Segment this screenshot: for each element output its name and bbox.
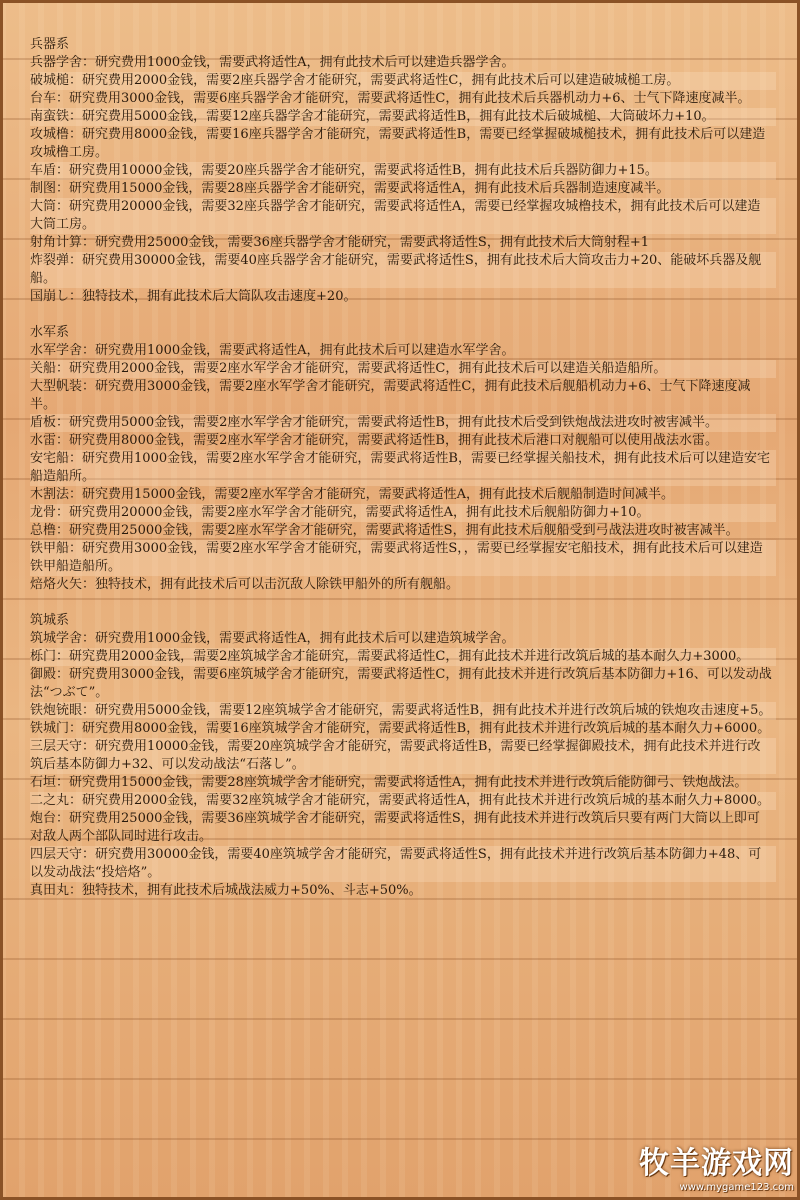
- tech-description: 研究费用2000金钱，需要2座兵器学舍才能研究，需要武将适性C，拥有此技术后可以建造破城槌工房。: [82, 73, 680, 88]
- tech-description: 研究费用5000金钱，需要2座水军学舍才能研究，需要武将适性B，拥有此技术后受到铁炮战法进攻时被害减半。: [69, 415, 718, 430]
- tech-entry: [30, 288, 776, 306]
- tech-name: 台车 ：: [30, 91, 69, 106]
- tech-name: 焙烙火矢 ：: [30, 577, 95, 592]
- tech-name: 木割法 ：: [30, 487, 82, 502]
- tech-list: [30, 54, 776, 306]
- tech-list: [30, 342, 776, 594]
- tech-description: 研究费用15000金钱，需要28座筑城学舍才能研究，需要武将适性A，拥有此技术并进行改筑后能防御弓、铁炮战法。: [69, 775, 748, 790]
- tech-name: 破城槌 ：: [30, 73, 82, 88]
- tech-name: 铁炮铳眼 ：: [30, 703, 95, 718]
- tech-list: [30, 630, 776, 900]
- tech-section: [30, 36, 776, 306]
- tech-entry: [30, 486, 776, 504]
- tech-description: 研究费用2000金钱，需要2座筑城学舍才能研究，需要武将适性C，拥有此技术并进行改筑后城的基本耐久力+3000。: [69, 649, 750, 664]
- tech-entry: [30, 360, 776, 378]
- tech-entry: [30, 342, 776, 360]
- tech-description: 研究费用5000金钱，需要12座筑城学舍才能研究，需要武将适性B，拥有此技术并进行改筑后城的铁炮攻击速度+5。: [95, 703, 772, 718]
- tech-entry: [30, 504, 776, 522]
- tech-description: 研究费用1000金钱，需要武将适性A，拥有此技术后可以建造兵器学舍。: [95, 55, 515, 70]
- tech-entry: [30, 378, 776, 414]
- tech-entry: [30, 720, 776, 738]
- tech-description: 研究费用10000金钱，需要20座兵器学舍才能研究，需要武将适性B，拥有此技术后兵器防御力+15。: [69, 163, 658, 178]
- tech-name: 水军学舍 ：: [30, 343, 95, 358]
- tech-name: 攻城橹 ：: [30, 127, 82, 142]
- site-watermark: [639, 1147, 794, 1194]
- tech-name: 关船 ：: [30, 361, 69, 376]
- tech-entry: [30, 666, 776, 702]
- tech-description: 研究费用1000金钱，需要2座水军学舍才能研究，需要武将适性B，需要已经掌握关船技术，拥有此技术后可以建造安宅船造船所。: [30, 451, 770, 484]
- tech-entry: [30, 108, 776, 126]
- tech-name: 国崩し ：: [30, 289, 82, 304]
- tech-description: 研究费用15000金钱，需要2座水军学舍才能研究，需要武将适性A，拥有此技术后舰船制造时间减半。: [82, 487, 675, 502]
- tech-entry: [30, 846, 776, 882]
- tech-entry: [30, 540, 776, 576]
- tech-entry: [30, 738, 776, 774]
- tech-description: 独特技术，拥有此技术后城战法威力+50%、斗志+50%。: [82, 883, 422, 898]
- tech-section: [30, 324, 776, 594]
- tech-entry: [30, 90, 776, 108]
- tech-name: 射角计算 ：: [30, 235, 95, 250]
- tech-description: 研究费用1000金钱，需要武将适性A，拥有此技术后可以建造筑城学舍。: [95, 631, 515, 646]
- tech-description: 研究费用8000金钱，需要16座筑城学舍才能研究，需要武将适性B，拥有此技术并进行改筑后城的基本耐久力+6000。: [82, 721, 771, 736]
- tech-description: 研究费用3000金钱，需要2座水军学舍才能研究，需要武将适性S，，需要已经掌握安宅船技术，拥有此技术后可以建造铁甲船造船所。: [30, 541, 763, 574]
- tech-description: 研究费用25000金钱，需要36座筑城学舍才能研究，需要武将适性S，拥有此技术并进行改筑后只要有两门大筒以上即可对敌人两个部队同时进行攻击。: [30, 811, 760, 844]
- tech-entry: [30, 54, 776, 72]
- tech-name: 车盾 ：: [30, 163, 69, 178]
- tech-name: 安宅船 ：: [30, 451, 82, 466]
- tech-name: 四层天守 ：: [30, 847, 95, 862]
- watermark-url: www.mygame123.com: [679, 1182, 794, 1193]
- tech-entry: [30, 72, 776, 90]
- tech-name: 南蛮铁 ：: [30, 109, 82, 124]
- tech-entry: [30, 522, 776, 540]
- document-content: [30, 36, 776, 918]
- watermark-title: 牧羊游戏网: [639, 1146, 794, 1181]
- tech-entry: [30, 882, 776, 900]
- tech-name: 三层天守 ：: [30, 739, 95, 754]
- tech-description: 研究费用5000金钱，需要12座兵器学舍才能研究，需要武将适性B，拥有此技术后破城槌、大筒破坏力+10。: [82, 109, 715, 124]
- tech-name: 铁城门 ：: [30, 721, 82, 736]
- tech-description: 研究费用3000金钱，需要2座水军学舍才能研究，需要武将适性C，拥有此技术后舰船机动力+6、士气下降速度减半。: [30, 379, 751, 412]
- tech-entry: [30, 810, 776, 846]
- tech-name: 水雷 ：: [30, 433, 69, 448]
- tech-entry: [30, 198, 776, 234]
- tech-description: 研究费用8000金钱，需要2座水军学舍才能研究，需要武将适性B，拥有此技术后港口对舰船可以使用战法水雷。: [69, 433, 718, 448]
- tech-name: 筑城学舍 ：: [30, 631, 95, 646]
- tech-entry: [30, 234, 776, 252]
- section-title: 水军系: [30, 325, 70, 340]
- tech-name: 炮台 ：: [30, 811, 69, 826]
- section-title: 兵器系: [30, 37, 70, 52]
- tech-name: 兵器学舍 ：: [30, 55, 95, 70]
- tech-name: 铁甲船 ：: [30, 541, 82, 556]
- tech-entry: [30, 450, 776, 486]
- tech-description: 研究费用25000金钱，需要2座水军学舍才能研究，需要武将适性S，拥有此技术后舰船受到弓战法进攻时被害减半。: [69, 523, 739, 538]
- tech-entry: [30, 432, 776, 450]
- tech-description: 研究费用10000金钱，需要20座筑城学舍才能研究，需要武将适性B，需要已经掌握御殿技术，拥有此技术并进行改筑后基本防御力+32、可以发动战法“石落し”。: [30, 739, 761, 772]
- tech-name: 炸裂弹 ：: [30, 253, 82, 268]
- tech-name: 龙骨 ：: [30, 505, 69, 520]
- tech-description: 研究费用20000金钱，需要32座兵器学舍才能研究，需要武将适性A，需要已经掌握攻城橹技术，拥有此技术后可以建造大筒工房。: [30, 199, 761, 232]
- tech-name: 二之丸 ：: [30, 793, 82, 808]
- tech-description: 研究费用2000金钱，需要32座筑城学舍才能研究，需要武将适性A，拥有此技术并进行改筑后城的基本耐久力+8000。: [82, 793, 771, 808]
- tech-name: 制图 ：: [30, 181, 69, 196]
- tech-description: 独特技术，拥有此技术后大筒队攻击速度+20。: [82, 289, 357, 304]
- tech-name: 真田丸 ：: [30, 883, 82, 898]
- tech-entry: [30, 414, 776, 432]
- tech-name: 总橹 ：: [30, 523, 69, 538]
- tech-name: 大筒 ：: [30, 199, 69, 214]
- tech-entry: [30, 774, 776, 792]
- tech-description: 研究费用25000金钱，需要36座兵器学舍才能研究，需要武将适性S，拥有此技术后大筒射程+1: [95, 235, 649, 250]
- tech-description: 独特技术，拥有此技术后可以击沉敌人除铁甲船外的所有舰船。: [95, 577, 460, 592]
- tech-name: 栎门 ：: [30, 649, 69, 664]
- tech-entry: [30, 576, 776, 594]
- tech-name: 大型帆装 ：: [30, 379, 95, 394]
- tech-entry: [30, 126, 776, 162]
- tech-description: 研究费用2000金钱，需要2座水军学舍才能研究，需要武将适性C，拥有此技术后可以建造关船造船所。: [69, 361, 667, 376]
- tech-description: 研究费用1000金钱，需要武将适性A，拥有此技术后可以建造水军学舍。: [95, 343, 515, 358]
- tech-entry: [30, 630, 776, 648]
- tech-description: 研究费用30000金钱，需要40座兵器学舍才能研究，需要武将适性S，拥有此技术后大筒攻击力+20、能破坏兵器及舰船。: [30, 253, 762, 286]
- tech-name: 盾板 ：: [30, 415, 69, 430]
- tech-description: 研究费用15000金钱，需要28座兵器学舍才能研究，需要武将适性A，拥有此技术后兵器制造速度减半。: [69, 181, 670, 196]
- section-title: 筑城系: [30, 613, 70, 628]
- tech-entry: [30, 252, 776, 288]
- tech-section: [30, 612, 776, 900]
- tech-description: 研究费用20000金钱，需要2座水军学舍才能研究，需要武将适性A，拥有此技术后舰船防御力+10。: [69, 505, 650, 520]
- tech-entry: [30, 162, 776, 180]
- tech-entry: [30, 180, 776, 198]
- tech-name: 御殿 ：: [30, 667, 69, 682]
- tech-description: 研究费用3000金钱，需要6座筑城学舍才能研究，需要武将适性C，拥有此技术并进行改筑后基本防御力+16、可以发动战法“つぶて”。: [30, 667, 772, 700]
- tech-description: 研究费用30000金钱，需要40座筑城学舍才能研究，需要武将适性S，拥有此技术并进行改筑后基本防御力+48、可以发动战法“投焙烙”。: [30, 847, 762, 880]
- tech-entry: [30, 792, 776, 810]
- tech-name: 石垣 ：: [30, 775, 69, 790]
- tech-description: 研究费用3000金钱，需要6座兵器学舍才能研究，需要武将适性C，拥有此技术后兵器机动力+6、士气下降速度减半。: [69, 91, 751, 106]
- tech-description: 研究费用8000金钱，需要16座兵器学舍才能研究，需要武将适性B，需要已经掌握破城槌技术，拥有此技术后可以建造攻城橹工房。: [30, 127, 766, 160]
- tech-entry: [30, 648, 776, 666]
- tech-entry: [30, 702, 776, 720]
